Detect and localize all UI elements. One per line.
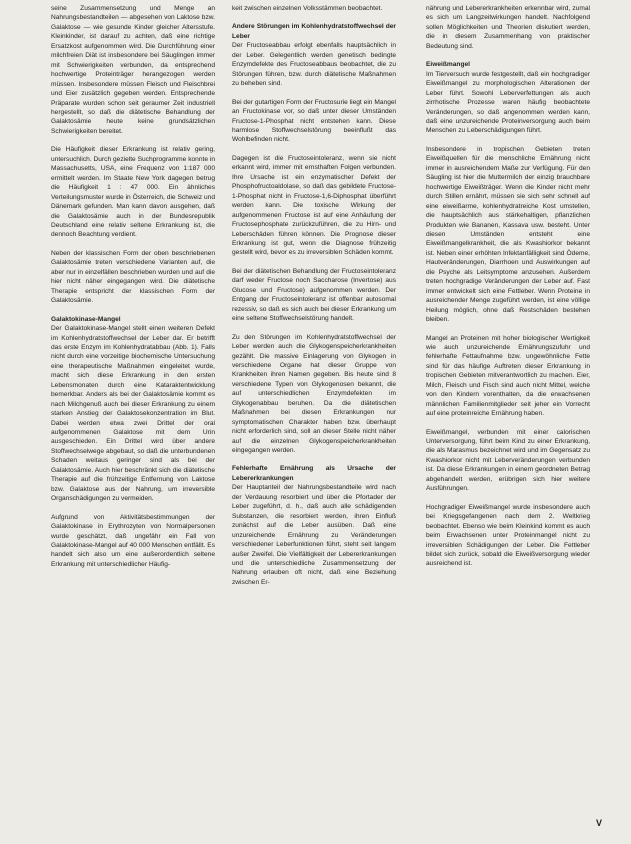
paragraph: Die Häufigkeit dieser Erkrankung ist relativ gering, untersuchlich. Durch gezielte Suchprogramme konnte in Massachusetts, USA, eine Frequenz von 1:187 000 ermittelt werden. Im Staate New York dagegen betrug die Häufigkeit 1 : 47 000. Ein ähnliches Verteilungsmuster wurde in Österreich, die Schweiz und Dänemark gefunden. Man kann davon ausgehen, daß die Galaktosämie auch in der Bundesrepublik Deutschland eine relativ seltene Erkrankung ist, die dennoch Beachtung verdient. xyxy=(51,146,215,239)
paragraph: Mangel an Proteinen mit hoher biologischer Wertigkeit wie auch unzureichende Ernährungszufuhr und fehlerhafte Fettaufnahme bzw. ungewöhnliche Fette sind für das häufige Auftreten dieser Erkrankung in tropischen Gebieten mitverantwortlich zu machen. Eier, Milch, Fleisch und Fisch sind auch nicht Mittel, welche von den Kindern vorenthalten, da die erwachsenen männlichen Familienmitglieder seit jeher ein Vorrecht auf eine proteinreiche Ernährung haben. xyxy=(426,334,590,418)
paragraph: nährung und Lebererkrankheiten erkennbar wird, zumal es sich um Langzeitwirkungen handelt. Nachfolgend sollen Möglichkeiten und Theorien diskutiert werden, die in diesem Zusammenhang von praktischer Bedeutung sind. xyxy=(426,5,590,50)
paragraph: Hochgradiger Eiweißmangel wurde insbesondere auch bei Kriegsgefangenen nach dem 2. Weltkrieg beobachtet. Ebenso wie beim Kleinkind kommt es auch beim Erwachsenen unter Proteinmangel nicht zu irreversiblen Schädigungen der Leber. Die Fettleber bildet sich zurück, sobald die Eiweißversorgung wieder ausreichend ist. xyxy=(426,503,590,568)
paragraph: keit zwischen einzelnen Volksstämmen beobachtet. xyxy=(232,5,383,12)
paragraph: Dagegen ist die Fructoseintoleranz, wenn sie nicht erkannt wird, immer mit ernsthaften Folgen verbunden. Ihre Ursache ist ein enzymatischer Defekt der Phosphofructoaldolase, so daß das gebildete Fructose-1-Phosphat nicht in Fructose-1,6-Diphosphat überführt werden kann. Die toxische Wirkung der aufgenommenen Fructose ist auf eine Anhäufung der Fructosephosphate zurückzuführen, die zu Hirn- und Leberschäden führen können. Die Prognose dieser Erkrankung ist gut, wenn die Diagnose frühzeitig gestellt wird, bevor es zu irreversiblen Schäden kommt. xyxy=(232,154,396,257)
paragraph: Der Hauptanteil der Nahrungsbestandteile wird nach der Verdauung resorbiert und über die Pfortader der Leber zugeführt, d. h., daß auch alle schädigenden Substanzen, die resorbiert werden, ihren Einfluß zunächst auf die Leber ausüben. Daß eine unzureichende Ernährung zu Veränderungen verschiedener Leberfunktionen führt, steht seit langem außer Zweifel. Die Vielfältigkeit der Lebererkrankungen und die unterschiedliche Zusammensetzung der Nahrung erlauben oft nicht, daß eine Beziehung zwischen Er- xyxy=(232,484,396,586)
section-heading: Eiweißmangel xyxy=(426,61,470,69)
section-heading: Fehlerhafte Ernährung als Ursache der Lebererkrankungen xyxy=(232,465,396,482)
page-number: V xyxy=(596,818,603,828)
paragraph: Bei der gutartigen Form der Fructosurie liegt ein Mangel an Fructokinase vor, so daß unter dieser Umständen Fructose-1-Phosphat nicht entstehen kann. Diese harmlose Stoffwechselstörung beeinflußt das Wohlbefinden nicht. xyxy=(232,98,396,144)
paragraph: Der Galaktokinase-Mangel stellt einen weiteren Defekt im Kohlenhydratstoffwechsel der Leber dar. Er betrifft das erste Enzym im Kohlenhydratabbau (Abb. 1). Falls nicht durch eine vorzeitige biochemische Untersuchung eine therapeutische Maßnahmen eingeleitet wurde, macht sich diese Erkrankung in den ersten Lebensmonaten durch eine Kataraktentwicklung bemerkbar. Anders als bei der Galaktosämie kommt es nach Milchgenuß auch bei dieser Erkrankung zu einem starken Anstieg der Galaktosekonzentration im Blut. Dabei werden etwa zwei Drittel der oral aufgenommenen Galaktose mit dem Urin ausgeschieden. Ein Drittel wird über andere Stoffwechselwege abgebaut, so daß die unterbundenen Schaden weitaus geringer sind als bei der Galaktosämie. Auch hier beschränkt sich die diätetische Therapie auf die frühzeitige Entfernung von Laktose bzw. Galaktose aus der Nahrung, um irreversible Organschädigungen zu vermeiden. xyxy=(51,325,215,503)
paragraph: Aufgrund von Aktivitätsbestimmungen der Galaktokinase in Erythrozyten von Normalpersonen wurde geschätzt, daß ungefähr ein Fall von Galaktokinase-Mangel auf 40 000 Menschen entfällt. Es handelt sich also um eine außerordentlich seltene Erkrankung mit unterschiedlicher Häufig- xyxy=(51,513,215,568)
text-column-2 xyxy=(232,4,396,587)
paragraph: Zu den Störungen im Kohlenhydratstoffwechsel der Leber werden auch die Glykogenspeicherkrankheiten gezählt. Die massive Einlagerung von Glykogen in verschiedene Organe hat dieser Gruppe von Krankheiten ihren Namen gegeben. Bis heute sind 8 verschiedene Typen von Glykogenosen bekannt, die auf unterschiedlichen Enzymdefekten im Glykogenabbau beruhen. Da die diätetischen Maßnahmen bei diesen Erkrankungen nur symptomatischen Charakter haben bzw. überhaupt nicht erforderlich sind, soll an dieser Stelle nicht näher auf die einzelnen Glykogenspeicherkrankheiten eingegangen werden. xyxy=(232,333,396,455)
text-column-3 xyxy=(426,4,590,569)
section-heading: Galaktokinase-Mangel xyxy=(51,315,121,323)
paragraph: Der Fructoseabbau erfolgt ebenfalls hauptsächlich in der Leber. Gelegentlich werden genetisch bedingte Enzymdefekte des Fructoseabbaus beobachtet, die zu Störungen führen, bzw. durch diätetische Maßnahmen zu beheben sind. xyxy=(232,42,396,88)
paragraph: seine Zusammensetzung und Menge an Nahrungsbestandteilen — abgesehen von Laktose bzw. Galaktose — wie gesunde Kinder gleicher Altersstufe. Kleinkinder, ist darauf zu achten, daß eine richtige Ersatzkost aufgenommen wird. Die Durchführung einer milchfreien Diät ist insbesondere bei Säuglingen immer mit Schwierigkeiten verbunden, da entsprechend hochwertige Proteinträger herangezogen werden müssen. Insbesondere müssen Fleisch und Fleischbrei und Eier zusätzlich gegeben werden. Entsprechende Präparate wurden schon seit geraumer Zeit industriell hergestellt, so daß die diätetische Behandlung der Galaktosämie heute keine grundsätzlichen Schwierigkeiten bereitet. xyxy=(51,5,215,135)
paragraph: Insbesondere in tropischen Gebieten treten Eiweißquellen für die menschliche Ernährung nicht immer in ausreichendem Maße zur Verfügung. Für den Säugling ist hier die Muttermilch der einzig brauchbare hochwertige Eiweißträger. Wenn die Kinder nicht mehr durch Stillen ernährt, müssen sie sich sehr schnell auf eine eiweißarme, kohlenhydratreiche Kost umstellen, die hauptsächlich aus stärkehaltigen, pflanzlichen Produkten wie Bananen, Kassava usw. besteht. Unter diesen Umständen entsteht eine Eiweißmangelkrankheit, die als Kwashiorkor bekannt ist. Neben einer erhöhten Infektanfälligkeit sind Ödeme, Hautveränderungen, Diarrhoen und Auswirkungen auf die Psyche als Leitsymptome anzusehen. Außerdem treten hochgradige Veränderungen der Leber auf. Fast immer entwickelt sich eine Fettleber. Wenn Proteine in ausreichender Menge zugeführt werden, ist eine völlige Heilung möglich, ohne daß Restschäden bestehen bleiben. xyxy=(426,145,590,324)
paragraph: Neben der klassischen Form der oben beschriebenen Galaktosämie treten verschiedene Varianten auf, die aber nur in einzelfällen beschrieben wurden und auf die hier nicht näher eingegangen wird. Die diätetische Therapie entspricht der klassischen Form der Galaktosämie. xyxy=(51,249,215,305)
paragraph: Bei der diätetischen Behandlung der Fructoseintoleranz darf weder Fructose noch Saccharose (Invertose) aus Glucose und Fructose) aufgenommen werden. Der Entgang der Fructoseintoleranz ist offenbar autosomal rezessiv, so daß es sich auch bei dieser Erkrankung um eine seltene Stoffwechselstörung handelt. xyxy=(232,267,396,323)
section-heading: Andere Störungen im Kohlenhydratstoffwechsel der Leber xyxy=(232,23,396,40)
paragraph: Im Tierversuch wurde festgestellt, daß ein hochgradiger Eiweißmangel zu morphologischen Alterationen der Leber führt. Sowohl Leberverfettungen als auch zirrhotische Prozesse waren häufig beobachtete Veränderungen, so daß angenommen werden kann, daß eine unzureichende Proteinversorgung auch beim Menschen zu Leberschädigungen führt. xyxy=(426,70,590,135)
text-column-1 xyxy=(51,4,215,569)
paragraph: Eiweißmangel, verbunden mit einer calorischen Unterversorgung, führt beim Kind zu einer Erkrankung, die als Marasmus bezeichnet wird und im Gegensatz zu Kwashiorkor nicht mit Leberveränderungen verbunden ist. Da diese Erkrankungen in einem geordneten Betrag abgehandelt werden, erübrigen sich hier weitere Ausführungen. xyxy=(426,428,590,493)
